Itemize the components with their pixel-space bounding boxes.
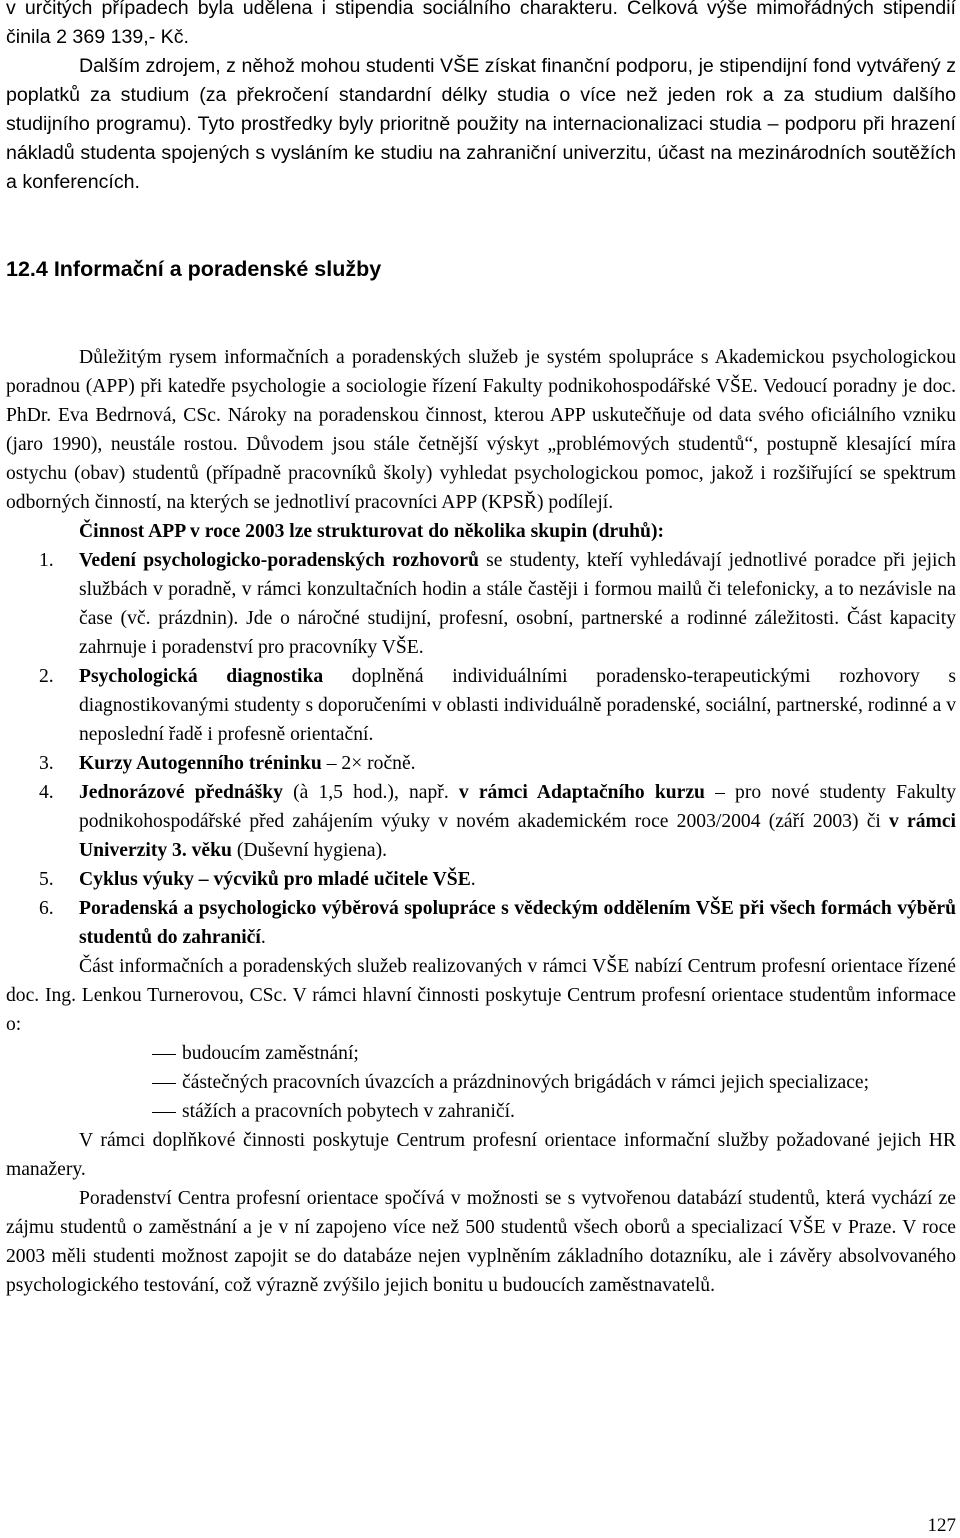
list-item-number: 4.	[39, 782, 54, 803]
list-item	[6, 749, 956, 778]
dash-list-item	[6, 1097, 956, 1126]
dash-list-item	[6, 1068, 956, 1097]
section-body	[6, 343, 956, 1300]
list-item-text	[79, 662, 956, 749]
list-item-bold: Cyklus výuky – výcviků pro mladé učitele VŠE	[79, 869, 471, 890]
list-item-bold: v rámci Univerzity 3. věku	[79, 811, 956, 861]
list-item-bold: Jednorázové přednášky	[79, 782, 283, 803]
paragraph-scholarships: v určitých případech byla udělena i stipendia sociálního charakteru. Celková výše mimořádných stipendií činila 2 369 139,- Kč.	[6, 0, 956, 48]
dash-list-item-text: částečných pracovních úvazcích a prázdninových brigádách v rámci jejich specializace;	[182, 1072, 870, 1093]
paragraph-app-intro: Důležitým rysem informačních a poradenských služeb je systém spolupráce s Akademickou psychologickou poradnou (APP) při katedře psychologie a sociologie řízení Fakulty podnikohospodářské VŠE. Vedoucí poradny je doc. PhDr. Eva Bedrnová, CSc. Nároky na poradenskou činnost, kterou APP uskutečňuje od data svého oficiálního vzniku (jaro 1990), neustále rostou. Důvodem jsou stále četnější výskyt „problémových studentů“, postupně klesající míra ostychu (obav) studentů (případně pracovníků školy) vyhledat psychologickou pomoc, jakož i rozšiřující se spektrum odborných činností, na kterých se jednotliví pracovníci APP (KPSŘ) podílejí.	[6, 347, 956, 513]
page-number: 127	[927, 1515, 956, 1536]
list-item-rest: doplněná individuálními poradensko-terapeutickými rozhovory s diagnostikovanými studenty s doporučeními v oblasti individuálně poradenské, sociální, partnerské, rodinné a v neposlední řadě i profesně orientační.	[79, 666, 956, 745]
list-item-number: 5.	[39, 869, 54, 890]
list-item	[6, 778, 956, 865]
list-item-number: 1.	[39, 550, 54, 571]
list-heading: Činnost APP v roce 2003 lze strukturovat do několika skupin (druhů):	[79, 521, 664, 542]
activity-list	[6, 546, 956, 952]
list-item-bold: Vedení psychologicko-poradenských rozhovorů	[79, 550, 479, 571]
list-item-rest: (Duševní hygiena).	[231, 840, 388, 861]
list-item	[6, 546, 956, 662]
list-item-number: 3.	[39, 753, 54, 774]
list-item-text	[79, 865, 956, 894]
section-heading: 12.4 Informační a poradenské služby	[6, 257, 382, 281]
list-item	[6, 662, 956, 749]
dash-bullet	[6, 1068, 182, 1097]
list-item	[6, 865, 956, 894]
information-list	[6, 1039, 956, 1126]
list-item-number: 6.	[39, 898, 54, 919]
dash-bullet	[6, 1097, 182, 1126]
dash-list-item-text: stážích a pracovních pobytech v zahraničí.	[182, 1101, 515, 1122]
list-item-bold: Psychologická diagnostika	[79, 666, 324, 687]
list-item-rest: – 2× ročně.	[321, 753, 416, 774]
list-item-rest: – pro nové studenty Fakulty podnikohospodářské před zahájením výuky v novém akademickém roce 2003/2004 (září 2003) či	[79, 782, 957, 832]
list-item-bold: v rámci Adaptačního kurzu	[448, 782, 705, 803]
dash-list-item-text: budoucím zaměstnání;	[182, 1043, 359, 1064]
list-item-rest: .	[260, 927, 266, 948]
list-item-rest: .	[470, 869, 476, 890]
list-item-number: 2.	[39, 666, 54, 687]
paragraph-stipend-fund: Dalším zdrojem, z něhož mohou studenti VŠE získat finanční podporu, je stipendijní fond vytvářený z poplatků za studium (za překročení standardní délky studia o více než jeden rok a za studium dalšího studijního programu). Tyto prostředky byly prioritně použity na internacionalizaci studia – podporu při hrazení nákladů studenta spojených s vysláním ke studiu na zahraniční univerzitu, účast na mezinárodních soutěžích a konferencích.	[6, 55, 956, 193]
list-item-text	[79, 546, 956, 662]
list-item-text	[79, 894, 956, 952]
top-text-block	[6, 0, 956, 197]
paragraph-career-centre: Část informačních a poradenských služeb realizovaných v rámci VŠE nabízí Centrum profesní orientace řízené doc. Ing. Lenkou Turnerovou, CSc. V rámci hlavní činnosti poskytuje Centrum profesní orientace studentům informace o:	[6, 956, 956, 1035]
list-item-text	[79, 749, 956, 778]
paragraph-hr-services: V rámci doplňkové činnosti poskytuje Centrum profesní orientace informační služby požadované jejich HR manažery.	[6, 1130, 956, 1180]
list-item-text	[79, 778, 956, 865]
list-item-bold: Kurzy Autogenního tréninku	[79, 753, 322, 774]
list-item-bold: Poradenská a psychologicko výběrová spolupráce s vědeckým oddělením VŠE při všech formách výběrů studentů do zahraničí	[79, 898, 956, 948]
paragraph-student-database: Poradenství Centra profesní orientace spočívá v možnosti se s vytvořenou databází studentů, která vychází ze zájmu studentů o zaměstnání a je v ní zapojeno více než 500 studentů všech oborů a specializací VŠE v Praze. V roce 2003 měli studenti možnost zapojit se do databáze nejen vyplněním základního dotazníku, ale i závěry absolvovaného psychologického testování, což výrazně zvýšilo jejich bonitu u budoucích zaměstnavatelů.	[6, 1188, 956, 1296]
list-item-rest: se studenty, kteří vyhledávají jednotlivé poradce při jejich službách v poradně, v rámci konzultačních hodin a stále častěji i formou mailů či telefonicky, a to nezávisle na čase (vč. prázdnin). Jde o náročné studijní, profesní, osobní, partnerské a rodinné záležitosti. Část kapacity zahrnuje i poradenství pro pracovníky VŠE.	[79, 550, 956, 658]
dash-bullet	[6, 1039, 182, 1068]
list-item	[6, 894, 956, 952]
dash-list-item	[6, 1039, 956, 1068]
list-item-rest: (à 1,5 hod.), např.	[282, 782, 449, 803]
